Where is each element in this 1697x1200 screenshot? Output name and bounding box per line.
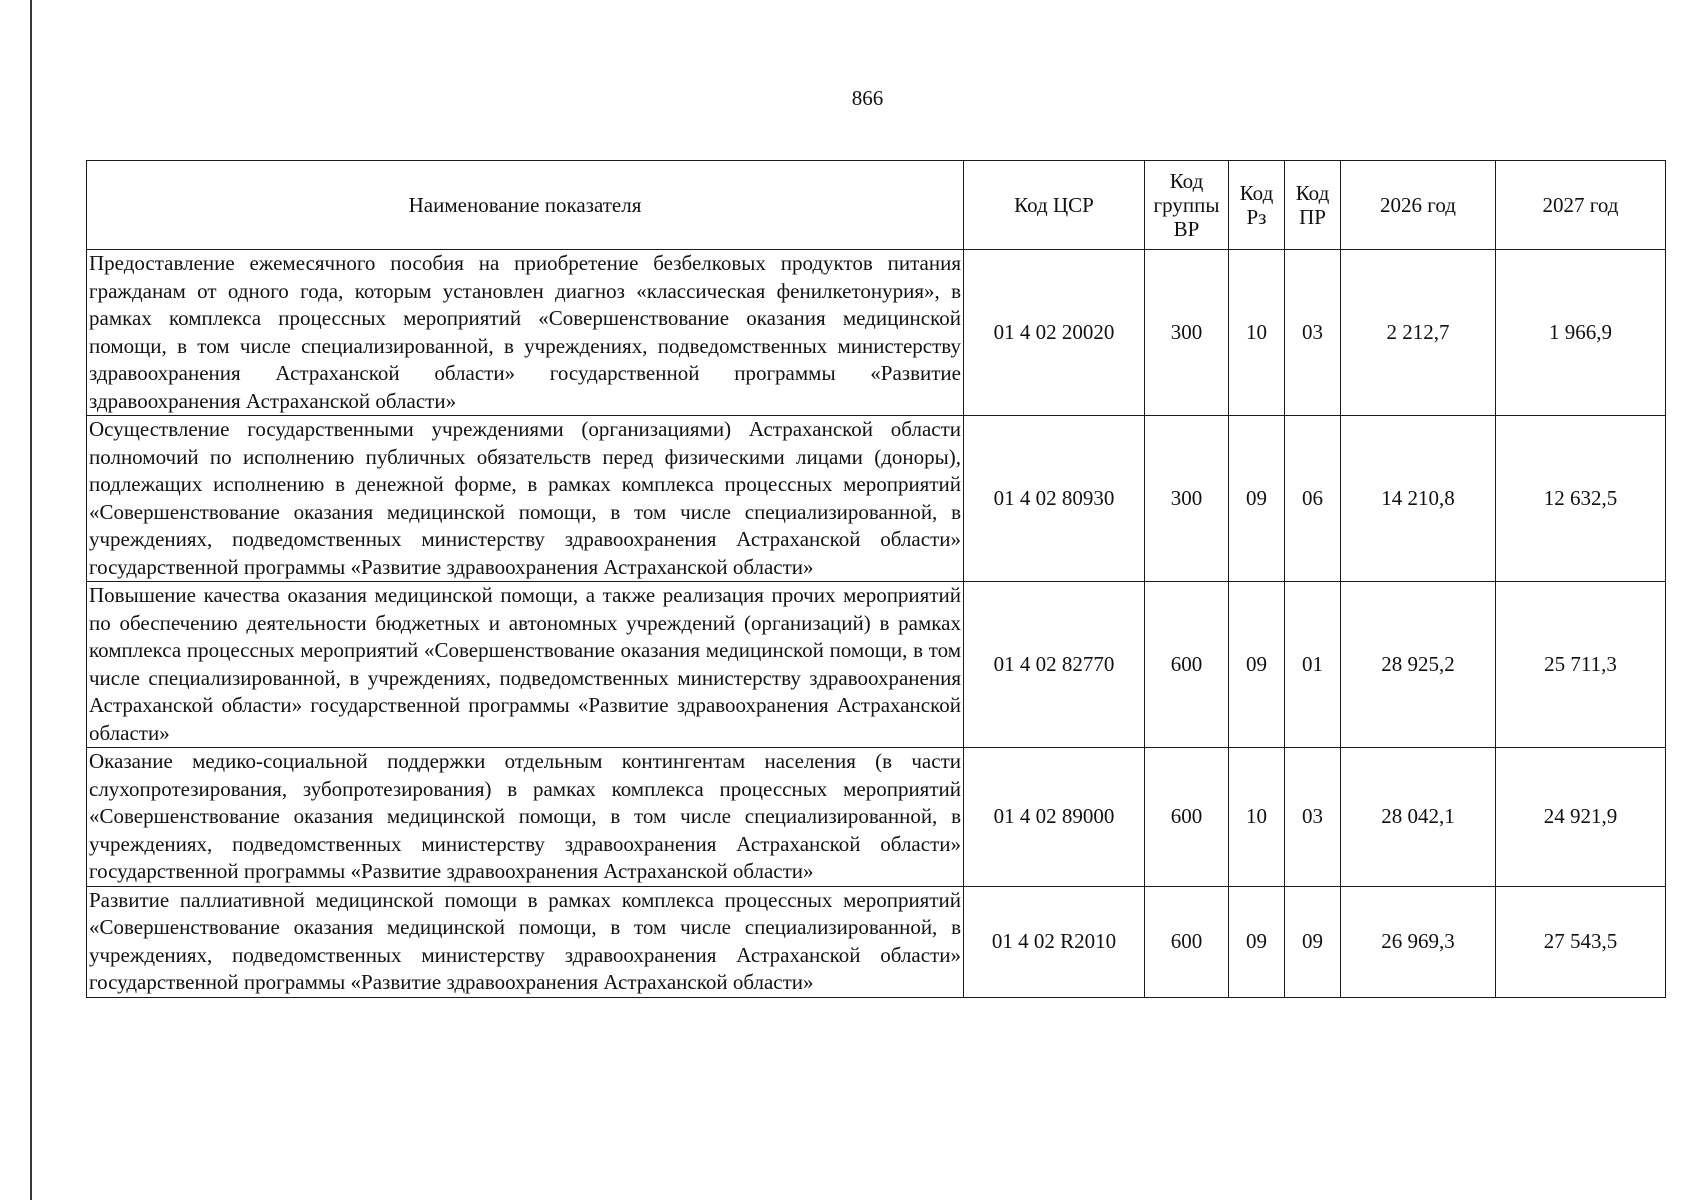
row-amount-2026: 28 042,1 [1341,748,1496,887]
table-body [87,250,1666,998]
row-amount-2026: 26 969,3 [1341,886,1496,997]
table-row [87,416,1666,582]
header-vr-code: Код группы ВР [1145,161,1229,250]
row-name: Развитие паллиативной медицинской помощи в рамках комплекса процессных мероприятий «Совершенствование оказания медицинской помощи, в том числе специализированной, в учреждениях, подведомственных министерству здравоохранения Астраханской области» государственной программы «Развитие здравоохранения Астраханской области» [87,886,964,997]
row-csr-code: 01 4 02 R2010 [964,886,1145,997]
row-vr-code: 300 [1145,416,1229,582]
row-amount-2026: 2 212,7 [1341,250,1496,416]
row-vr-code: 600 [1145,748,1229,887]
row-vr-code: 600 [1145,582,1229,748]
row-rz-code: 10 [1229,748,1285,887]
row-amount-2027: 12 632,5 [1496,416,1666,582]
row-pr-code: 03 [1285,250,1341,416]
row-pr-code: 06 [1285,416,1341,582]
row-csr-code: 01 4 02 82770 [964,582,1145,748]
row-pr-code: 01 [1285,582,1341,748]
row-rz-code: 09 [1229,416,1285,582]
scan-edge-line [30,0,32,1200]
row-amount-2027: 25 711,3 [1496,582,1666,748]
table-row [87,886,1666,997]
row-rz-code: 09 [1229,582,1285,748]
row-csr-code: 01 4 02 80930 [964,416,1145,582]
page-number: 866 [851,86,884,110]
row-amount-2026: 28 925,2 [1341,582,1496,748]
row-pr-code: 03 [1285,748,1341,887]
header-csr-code: Код ЦСР [964,161,1145,250]
header-row [87,161,1666,250]
row-amount-2027: 27 543,5 [1496,886,1666,997]
table-row [87,582,1666,748]
row-csr-code: 01 4 02 89000 [964,748,1145,887]
row-name: Осуществление государственными учреждениями (организациями) Астраханской области полномочий по исполнению публичных обязательств перед физическими лицами (доноры), подлежащих исполнению в денежной форме, в рамках комплекса процессных мероприятий «Совершенствование оказания медицинской помощи, в том числе специализированной, в учреждениях, подведомственных министерству здравоохранения Астраханской области» государственной программы «Развитие здравоохранения Астраханской области» [87,416,964,582]
header-name: Наименование показателя [87,161,964,250]
row-vr-code: 300 [1145,250,1229,416]
row-amount-2027: 1 966,9 [1496,250,1666,416]
row-vr-code: 600 [1145,886,1229,997]
row-name: Оказание медико-социальной поддержки отдельным контингентам населения (в части слухопротезирования, зубопротезирования) в рамках комплекса процессных мероприятий «Совершенствование оказания медицинской помощи, в том числе специализированной, в учреждениях, подведомственных министерству здравоохранения Астраханской области» государственной программы «Развитие здравоохранения Астраханской области» [87,748,964,887]
row-name: Предоставление ежемесячного пособия на приобретение безбелковых продуктов питания гражданам от одного года, которым установлен диагноз «классическая фенилкетонурия», в рамках комплекса процессных мероприятий «Совершенствование оказания медицинской помощи, в том числе специализированной, в учреждениях, подведомственных министерству здравоохранения Астраханской области» государственной программы «Развитие здравоохранения Астраханской области» [87,250,964,416]
row-amount-2026: 14 210,8 [1341,416,1496,582]
row-rz-code: 10 [1229,250,1285,416]
budget-table [86,160,1666,998]
header-year-2026: 2026 год [1341,161,1496,250]
header-pr-code: Код ПР [1285,161,1341,250]
table-row [87,748,1666,887]
row-pr-code: 09 [1285,886,1341,997]
row-rz-code: 09 [1229,886,1285,997]
row-amount-2027: 24 921,9 [1496,748,1666,887]
table-header [87,161,1666,250]
header-year-2027: 2027 год [1496,161,1666,250]
row-name: Повышение качества оказания медицинской помощи, а также реализация прочих мероприятий по обеспечению деятельности бюджетных и автономных учреждений (организаций) в рамках комплекса процессных мероприятий «Совершенствование оказания медицинской помощи, в том числе специализированной, в учреждениях, подведомственных министерству здравоохранения Астраханской области» государственной программы «Развитие здравоохранения Астраханской области» [87,582,964,748]
table-row [87,250,1666,416]
header-rz-code: Код Рз [1229,161,1285,250]
row-csr-code: 01 4 02 20020 [964,250,1145,416]
